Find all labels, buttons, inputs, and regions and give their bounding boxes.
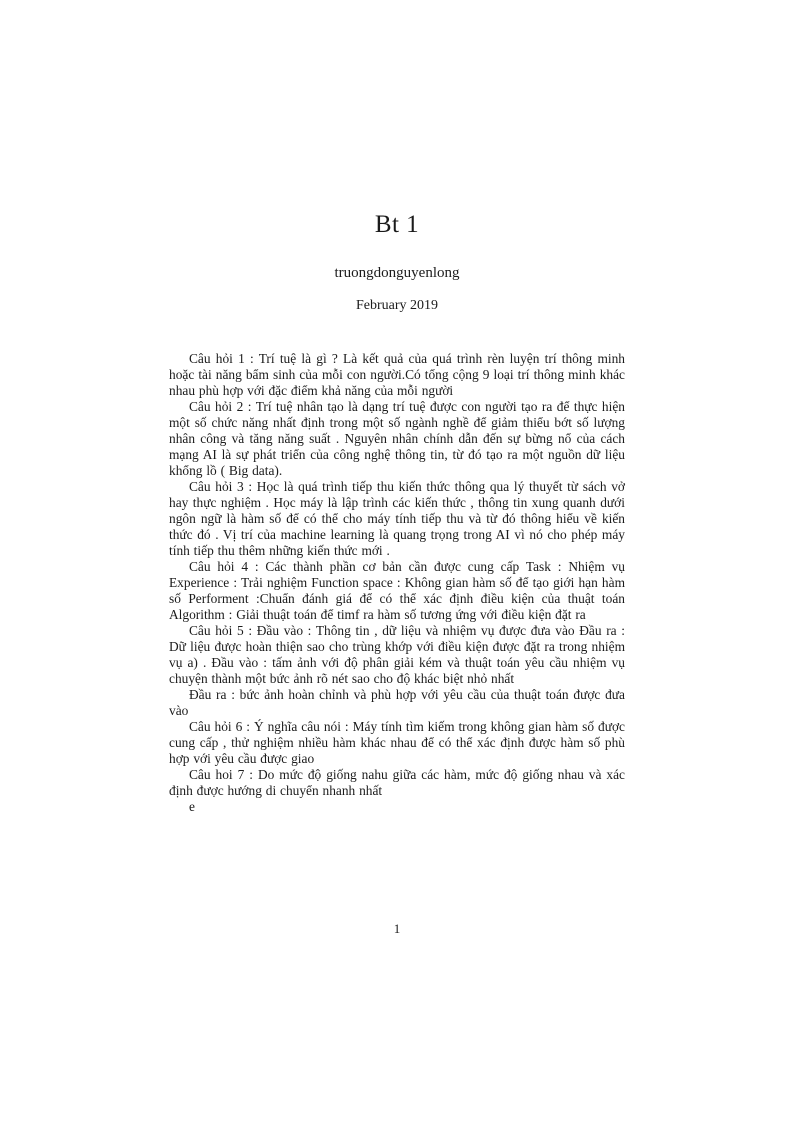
title-block bbox=[0, 0, 794, 314]
paragraph-dau-ra: Đầu ra : bức ảnh hoàn chỉnh và phù hợp với yêu cầu của thuật toán được đưa vào bbox=[169, 687, 625, 718]
page-title: Bt 1 bbox=[374, 211, 420, 238]
document-body bbox=[169, 351, 625, 815]
paragraph-cau-hoi-3: Câu hỏi 3 : Học là quá trình tiếp thu kiến thức thông qua lý thuyết từ sách vở hay thực nghiệm . Học máy là lập trình các kiến thức , thông tin xung quanh dưới ngôn ngữ là hàm số để có thể cho máy tính tiếp thu và từ đó thông hiểu về kiến thức đó . Vị trí của machine learning là quang trọng trong AI vì nó cho phép máy tính tiếp thu thêm những kiến thức mới . bbox=[169, 479, 625, 558]
paragraph-trailing-e: e bbox=[189, 799, 195, 814]
date: February 2019 bbox=[355, 298, 439, 313]
paragraph-cau-hoi-1: Câu hỏi 1 : Trí tuệ là gì ? Là kết quả của quá trình rèn luyện trí thông minh hoặc tài năng bẩm sinh của mỗi con người.Có tổng cộng 9 loại trí thông minh khác nhau phù hợp với đặc điểm khả năng của mỗi người bbox=[169, 351, 625, 398]
paragraph-cau-hoi-2: Câu hỏi 2 : Trí tuệ nhân tạo là dạng trí tuệ được con người tạo ra để thực hiện một số chức năng nhất định trong một số ngành nghề để giảm thiểu bớt số lượng nhân công và tăng năng suất . Nguyên nhân chính dẫn đến sự bừng nổ của cách mạng AI là sự phát triển của công nghệ thông tin, từ đó tạo ra một nguồn dữ liệu khổng lồ ( Big data). bbox=[169, 399, 625, 478]
page-number: 1 bbox=[393, 921, 401, 936]
paragraph-cau-hoi-5: Câu hỏi 5 : Đầu vào : Thông tin , dữ liệu và nhiệm vụ được đưa vào Đầu ra : Dữ liệu được hoàn thiện sao cho trùng khớp với điều kiện được đặt ra trong nhiệm vụ a) . Đầu vào : tấm ảnh với độ phân giải kém và thuật toán yêu cầu nhiệm vụ chuyện thành một bức ảnh rõ nét sao cho độ khác biệt nhỏ nhất bbox=[169, 623, 625, 686]
paragraph-cau-hoi-6: Câu hỏi 6 : Ý nghĩa câu nói : Máy tính tìm kiếm trong không gian hàm số được cung cấp , thử nghiệm nhiều hàm khác nhau để có thể xác định được hàm số phù hợp với yêu cầu được giao bbox=[169, 719, 625, 766]
author: truongdonguyenlong bbox=[334, 265, 460, 281]
paragraph-cau-hoi-7: Câu hoi 7 : Do mức độ giống nahu giữa các hàm, mức độ giống nhau và xác định được hướng di chuyển nhanh nhất bbox=[169, 767, 625, 798]
paragraph-cau-hoi-4: Câu hỏi 4 : Các thành phần cơ bản cần được cung cấp Task : Nhiệm vụ Experience : Trải nghiệm Function space : Không gian hàm số để tạo giới hạn hàm số Performent :Chuẩn đánh giá để có thể xác định điều kiện của thuật toán Algorithm : Giải thuật toán để timf ra hàm số tương ứng với điều kiện đặt ra bbox=[169, 559, 625, 622]
